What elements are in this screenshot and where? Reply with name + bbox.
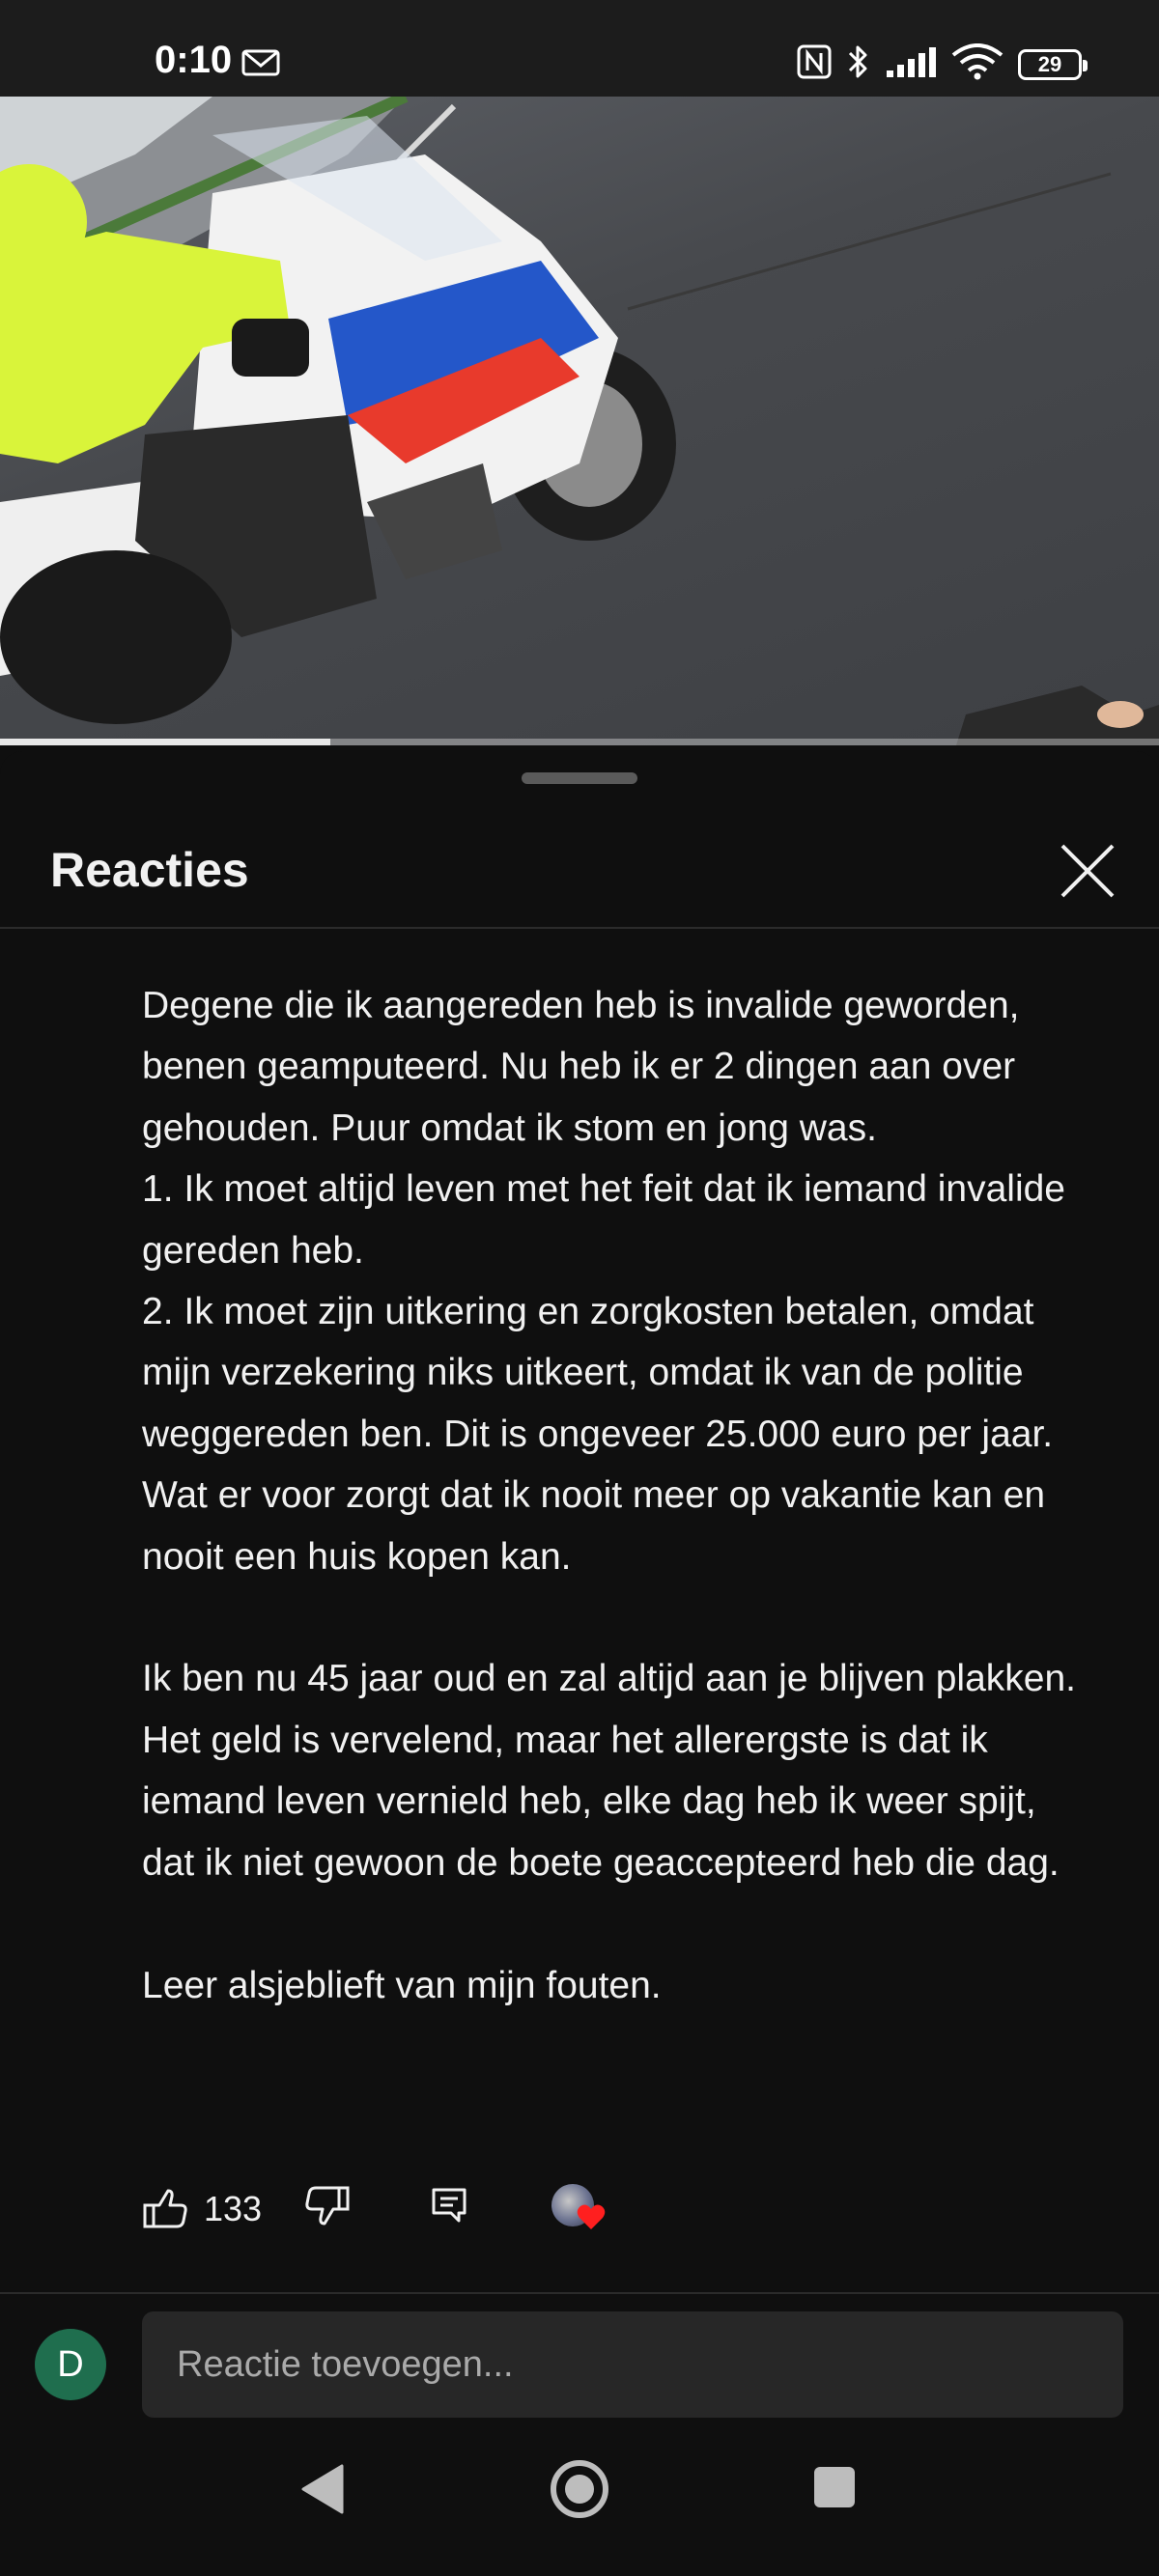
signal-icon — [885, 45, 937, 83]
comment-actions — [142, 2180, 609, 2238]
creator-heart-badge — [551, 2182, 609, 2236]
wifi-icon — [950, 43, 1004, 85]
close-icon — [1053, 836, 1122, 906]
comment-composer — [0, 2311, 1159, 2420]
user-avatar[interactable] — [35, 2329, 106, 2400]
battery-icon — [1018, 49, 1082, 80]
mail-icon — [241, 48, 280, 82]
nfc-icon — [796, 43, 833, 85]
like-button[interactable] — [142, 2188, 262, 2230]
back-triangle-icon — [299, 2462, 346, 2516]
user-avatar-initial: D — [57, 2343, 84, 2385]
thumbs-down-icon — [304, 2184, 351, 2226]
thumbs-up-icon — [142, 2188, 188, 2230]
sheet-header — [0, 809, 1159, 929]
comment-text: Degene die ik aangereden heb is invalide geworden, benen geamputeerd. Nu heb ik er 2 dingen aan over gehouden. Puur omdat ik stom en jong was. 1. Ik moet altijd leven met het feit dat ik iemand invalide gereden heb. 2. Ik moet zijn uitkering en zorgkosten betalen, omdat mijn verzekering niks uitkeert, omdat ik van de politie weggereden ben. Dit is ongeveer 25.000 euro per jaar. Wat er voor zorgt dat ik nooit meer op vakantie kan en nooit een huis kopen kan. Ik ben nu 45 jaar oud en zal altijd aan je blijven plakken. Het geld is vervelend, maar het allerergste is dat ik iemand leven vernield heb, elke dag heb ik weer spijt, dat ik niet gewoon de boete geaccepteerd heb die dag. Leer alsjeblieft van mijn fouten. — [142, 985, 1076, 2006]
video-progress-bar[interactable] — [0, 739, 1159, 745]
nav-recents-button[interactable] — [811, 2464, 858, 2515]
dislike-button[interactable] — [304, 2184, 351, 2235]
status-bar — [0, 0, 1159, 97]
close-button[interactable] — [1053, 836, 1122, 906]
video-frame — [0, 97, 1159, 745]
bluetooth-icon — [846, 42, 871, 86]
like-count: 133 — [204, 2189, 263, 2228]
video-progress-fill — [0, 739, 330, 745]
recents-square-icon — [811, 2464, 858, 2510]
system-nav-bar — [0, 2422, 1159, 2576]
nav-back-button[interactable] — [299, 2462, 346, 2521]
status-icons — [796, 42, 1082, 86]
divider — [0, 2292, 1159, 2294]
drag-handle[interactable] — [522, 772, 637, 784]
heart-icon — [577, 2203, 606, 2230]
battery-level: 29 — [1037, 51, 1062, 76]
video-player[interactable] — [0, 97, 1159, 745]
home-circle-icon — [549, 2458, 610, 2520]
comments-sheet — [0, 751, 1159, 2576]
sheet-title: Reacties — [50, 843, 249, 897]
nav-home-button[interactable] — [549, 2458, 610, 2525]
comment-input[interactable] — [142, 2311, 1123, 2418]
status-time: 0:10 — [155, 39, 233, 81]
reply-button[interactable] — [430, 2186, 468, 2233]
reply-icon — [430, 2186, 468, 2225]
